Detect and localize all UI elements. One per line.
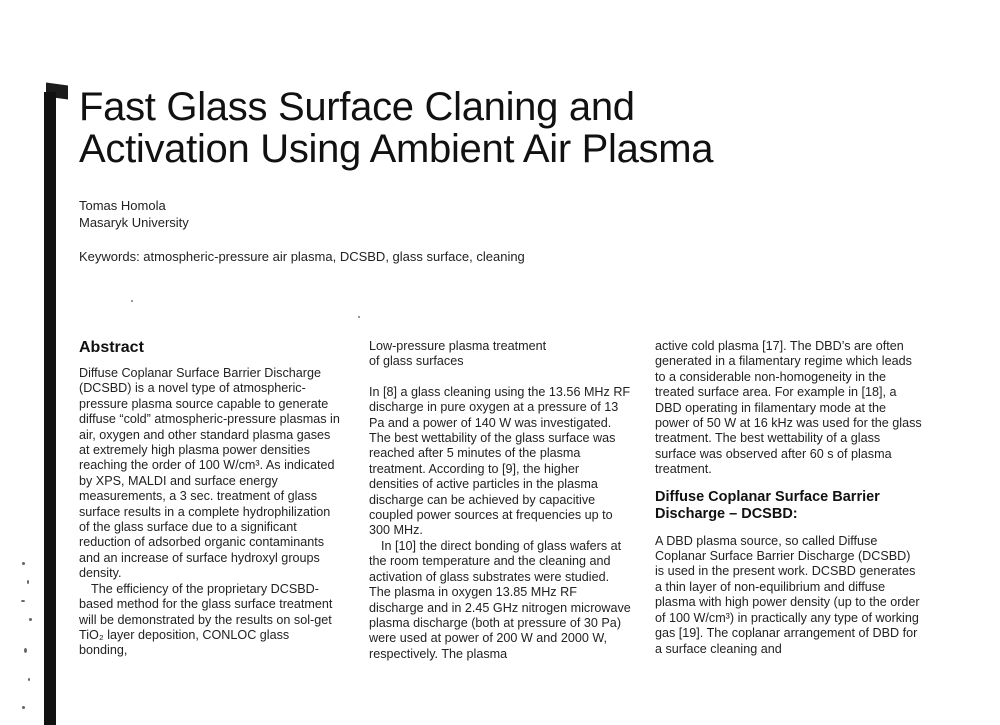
abstract-heading: Abstract [79, 339, 144, 356]
abstract-paragraph-1: Diffuse Coplanar Surface Barrier Discharge (DCSBD) is a novel type of atmospheric-pressure plasma source capable to generate diffuse “cold” atmospheric-pressure plasmas in air, oxygen and other standard plasma gases at extremely high plasma power densities reaching the order of 100 W/cm³. As indicated by XPS, MALDI and surface energy measurements, a 3 sec. treatment of glass surface results in a complete hydrophilization of the glass surface due to a significant reduction of adsorbed organic contaminants and an increase of surface hydroxyl groups density. [79, 366, 340, 581]
scan-noise [18, 556, 38, 725]
abstract-paragraph-2: The efficiency of the proprietary DCSBD-based method for the glass surface treatment will be demonstrated by the results on sol-get TiO₂ layer deposition, CONLOC glass bonding, [79, 581, 333, 658]
dcsbd-paragraph: A DBD plasma source, so called Diffuse Coplanar Surface Barrier Discharge (DCSBD) is used in the present work. DCSBD generates a thin layer of non-equilibrium and diffuse plasma with high power density (up to the order of 100 W/cm³) in practically any type of working gas [19]. The coplanar arrangement of DBD for a surface cleaning and [655, 533, 920, 656]
body-paragraph-1: In [8] a glass cleaning using the 13.56 MHz RF discharge in pure oxygen at a pressure of 13 Pa and a power of 140 W was investigated. The best wettability of the glass surface was reached after 5 minutes of the plasma treatment. According to [9], the higher densities of active particles in the plasma discharge can be achieved by capacitive coupled power sources at frequencies up to 300 MHz. [369, 384, 631, 538]
scan-speck [131, 300, 133, 302]
subheading-line-1: Low-pressure plasma treatment [369, 339, 547, 353]
page-binding-edge [44, 92, 56, 725]
body-paragraph-2: In [10] the direct bonding of glass wafers at the room temperature and the cleaning and activation of glass substrates were studied. The plasma in oxygen 13.85 MHz RF discharge and in 2.45 GHz nitrogen microwave plasma discharge (both at pressure of 30 Pa) were used at power of 200 W and 2000 W, respectively. The plasma [369, 538, 631, 661]
column-2 [369, 339, 631, 662]
keywords-line: Keywords: atmospheric-pressure air plasma, DCSBD, glass surface, cleaning [79, 249, 525, 264]
scan-speck [358, 316, 360, 318]
column-1 [79, 338, 341, 659]
dcsbd-heading [655, 489, 923, 523]
author-block [79, 197, 189, 231]
body-paragraph-continued: active cold plasma [17]. The DBD’s are often generated in a filamentary regime which leads to a considerable non-homogeneity in the treated surface area. For example in [18], a DBD operating in filamentary mode at the power of 50 W at 16 kHz was used for the glass treatment. The best wettability of a glass surface was observed after 60 s of plasma treatment. [655, 339, 922, 477]
dcsbd-heading-line-1: Diffuse Coplanar Surface Barrier [655, 488, 880, 505]
column-3 [655, 339, 923, 657]
section-subheading [369, 339, 631, 370]
dcsbd-heading-line-2: Discharge – DCSBD: [655, 505, 798, 522]
title-line-2: Activation Using Ambient Air Plasma [79, 127, 714, 171]
author-name: Tomas Homola [79, 198, 166, 213]
title-line-1: Fast Glass Surface Claning and [79, 85, 635, 129]
paper-title [79, 86, 713, 170]
subheading-line-2: of glass surfaces [369, 354, 464, 369]
author-affiliation: Masaryk University [79, 215, 189, 230]
